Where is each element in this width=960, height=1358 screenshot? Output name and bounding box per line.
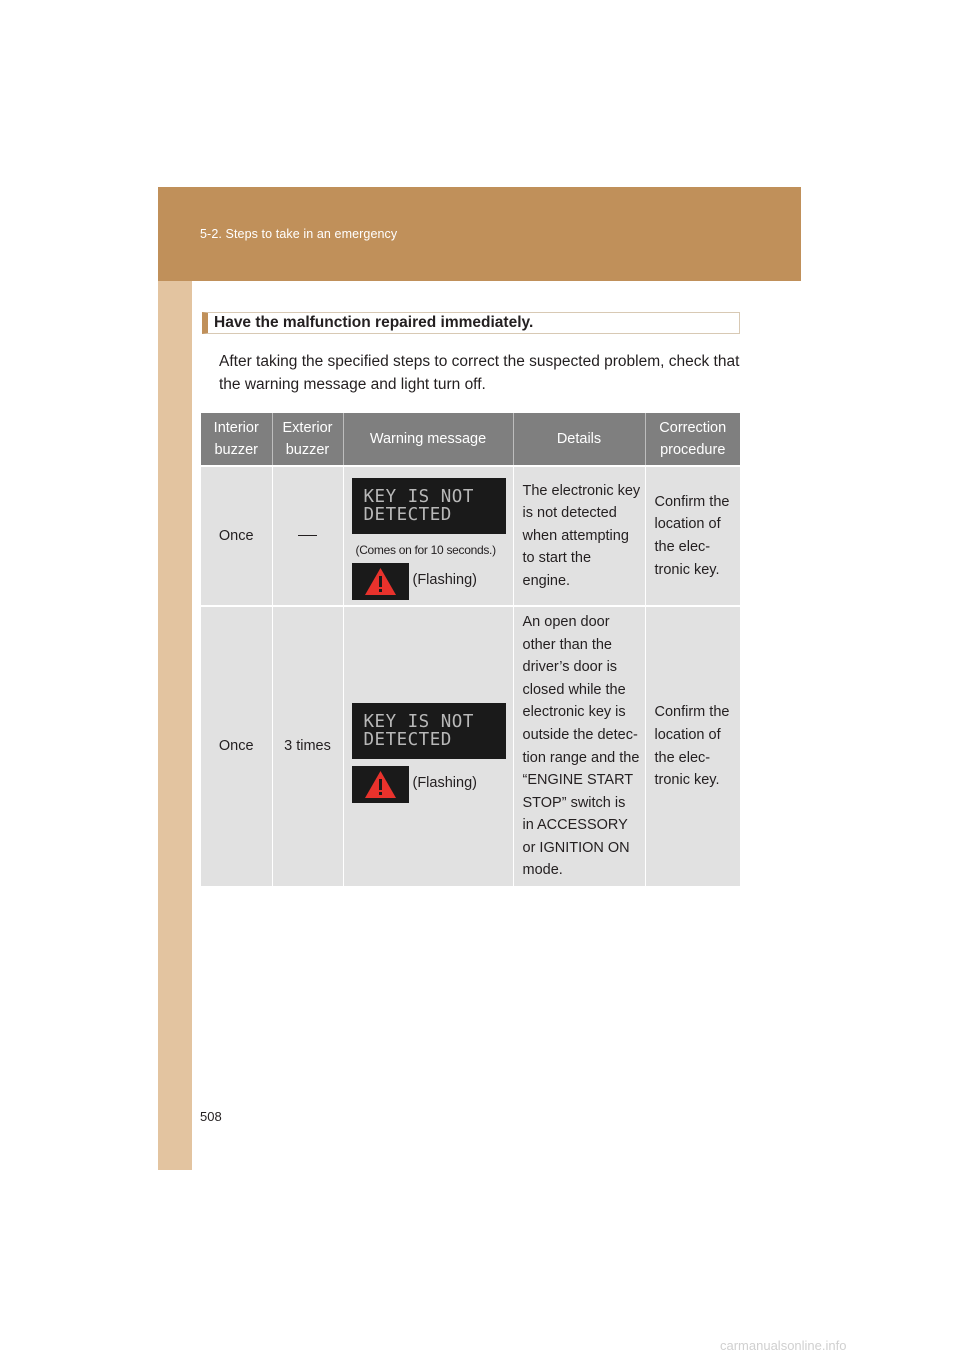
interior-buzzer-cell: Once bbox=[201, 466, 272, 606]
warning-message-cell bbox=[343, 606, 513, 886]
page-number: 508 bbox=[200, 1109, 222, 1124]
lcd-line-1: KEY IS NOT bbox=[363, 712, 474, 732]
details-cell: An open door other than the driver’s door is closed while the electronic key is outside the detec-tion range and the “ENGINE START STOP” switch is in ACCESSORY or IGNITION ON mode. bbox=[513, 606, 645, 886]
correction-cell: Confirm the location of the elec-tronic key. bbox=[645, 606, 740, 886]
table-header-row bbox=[201, 413, 740, 466]
lcd-line-2: DETECTED bbox=[363, 505, 452, 525]
watermark: carmanualsonline.info bbox=[720, 1338, 847, 1353]
lcd-display bbox=[352, 703, 506, 759]
section-title: 5-2. Steps to take in an emergency bbox=[200, 227, 398, 241]
flashing-label: (Flashing) bbox=[412, 572, 477, 588]
table-row bbox=[201, 606, 740, 886]
details-cell: The electronic key is not detected when attempting to start the engine. bbox=[513, 466, 645, 606]
header-correction-procedure: Correction procedure bbox=[645, 413, 740, 466]
exterior-buzzer-cell: 3 times bbox=[272, 606, 343, 886]
warning-message-cell bbox=[343, 466, 513, 606]
lcd-display bbox=[352, 478, 506, 534]
interior-buzzer-cell: Once bbox=[201, 606, 272, 886]
comes-on-note: (Comes on for 10 seconds.) bbox=[355, 543, 496, 557]
correction-cell: Confirm the location of the elec-tronic key. bbox=[645, 466, 740, 606]
header-interior-buzzer: Interior buzzer bbox=[201, 413, 272, 466]
warning-triangle-icon bbox=[352, 563, 409, 600]
header-exterior-buzzer: Exterior buzzer bbox=[272, 413, 343, 466]
exterior-buzzer-cell bbox=[272, 466, 343, 606]
warning-triangle-icon bbox=[352, 766, 409, 803]
table-row bbox=[201, 466, 740, 606]
lcd-line-2: DETECTED bbox=[363, 730, 452, 750]
intro-paragraph: After taking the specified steps to correct the suspected problem, check that the warning message and light turn off. bbox=[219, 353, 740, 393]
warning-table bbox=[201, 413, 740, 886]
side-strip bbox=[158, 281, 192, 1170]
flashing-label: (Flashing) bbox=[412, 775, 477, 791]
lcd-line-1: KEY IS NOT bbox=[363, 487, 474, 507]
header-details: Details bbox=[513, 413, 645, 466]
header-warning-message: Warning message bbox=[343, 413, 513, 466]
none-dash bbox=[298, 535, 317, 536]
section-heading: Have the malfunction repaired immediately. bbox=[214, 314, 534, 331]
